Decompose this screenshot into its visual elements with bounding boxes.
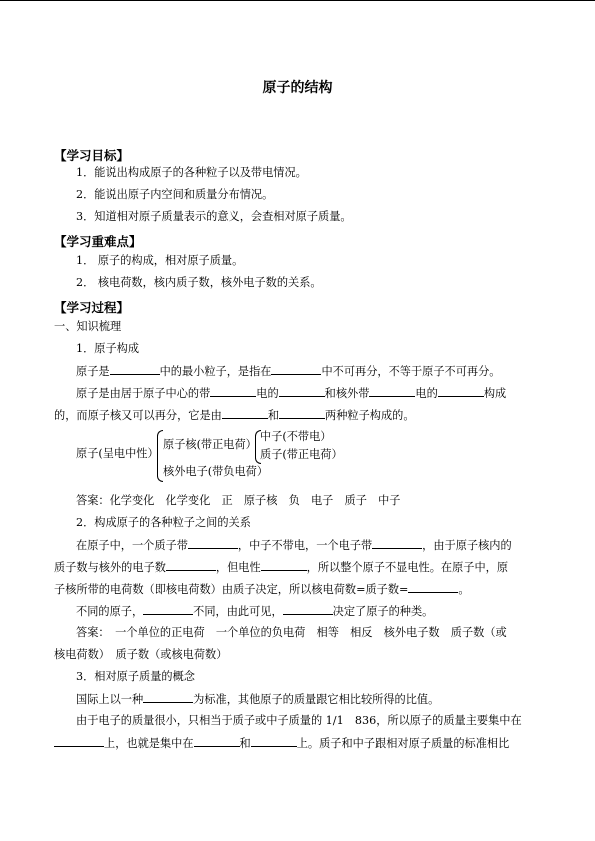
goal-item: 3．知道相对原子质量表示的意义，会查相对原子质量。 bbox=[76, 210, 352, 223]
subsection-heading: 2．构成原子的各种粒子之间的关系 bbox=[76, 516, 251, 529]
text-line bbox=[76, 692, 439, 707]
text-segment: 电的 bbox=[256, 387, 279, 400]
text-segment: 电的 bbox=[415, 387, 438, 400]
text-line: 由于电子的质量很小，只相当于质子或中子质量的 1/1 836，所以原子的质量主要集中在 bbox=[76, 714, 522, 727]
text-segment: 和 bbox=[267, 409, 280, 422]
key-point-item: 2． 核电荷数，核内质子数，核外电子数的关系。 bbox=[76, 276, 322, 289]
fill-blank[interactable] bbox=[372, 538, 422, 549]
top-rule bbox=[0, 0, 595, 1]
text-line bbox=[54, 408, 415, 423]
text-segment: 两种粒子构成的。 bbox=[325, 409, 415, 422]
fill-blank[interactable] bbox=[210, 386, 256, 397]
fill-blank[interactable] bbox=[279, 408, 325, 419]
text-segment: 和核外带 bbox=[324, 387, 370, 400]
fill-blank[interactable] bbox=[251, 736, 297, 747]
fill-blank[interactable] bbox=[271, 364, 321, 375]
text-line bbox=[76, 386, 506, 401]
text-line bbox=[54, 560, 508, 575]
text-segment: 上，也就是集中在 bbox=[104, 737, 194, 750]
subsection-heading: 1．原子构成 bbox=[76, 342, 140, 355]
text-line bbox=[76, 538, 512, 553]
text-segment: 和 bbox=[239, 737, 251, 750]
fill-blank[interactable] bbox=[261, 560, 307, 571]
answer-line: 答案： 一个单位的正电荷 一个单位的负电荷 相等 相反 核外电子数 质子数（或 bbox=[76, 626, 507, 639]
goal-item: 2．能说出原子内空间和质量分布情况。 bbox=[76, 188, 274, 201]
text-segment: ，由于原子核内的 bbox=[422, 539, 512, 552]
answer-line: 答案：化学变化 化学变化 正 原子核 负 电子 质子 中子 bbox=[76, 494, 401, 507]
section-heading-goals: 【学习目标】 bbox=[54, 148, 130, 163]
text-line bbox=[76, 364, 500, 379]
fill-blank[interactable] bbox=[438, 386, 484, 397]
subsection-heading: 3．相对原子质量的概念 bbox=[76, 670, 195, 683]
text-segment: 。 bbox=[458, 583, 470, 596]
text-segment: 中不可再分，不等于原子不可再分。 bbox=[321, 365, 501, 378]
fill-blank[interactable] bbox=[110, 364, 160, 375]
answer-line: 核电荷数） 质子数（或核电荷数） bbox=[54, 648, 228, 661]
fill-blank[interactable] bbox=[283, 604, 333, 615]
text-line bbox=[76, 604, 433, 619]
diagram-nucleus-label: 原子核(带正电荷） bbox=[163, 438, 257, 451]
text-segment: 构成 bbox=[483, 387, 507, 400]
fill-blank[interactable] bbox=[54, 736, 104, 747]
text-segment: 不同，由此可见， bbox=[193, 605, 283, 618]
fill-blank[interactable] bbox=[222, 408, 268, 419]
page-title: 原子的结构 bbox=[262, 80, 333, 96]
diagram-neutron-label: 中子(不带电） bbox=[260, 430, 332, 443]
key-point-item: 1． 原子的构成，相对原子质量。 bbox=[76, 254, 244, 267]
text-segment: 决定了原子的种类。 bbox=[332, 605, 434, 618]
fill-blank[interactable] bbox=[279, 386, 325, 397]
fill-blank[interactable] bbox=[143, 692, 193, 703]
text-segment: ，但电性 bbox=[215, 561, 261, 574]
text-line bbox=[54, 736, 509, 751]
text-segment: 国际上以一种 bbox=[76, 693, 144, 706]
fill-blank[interactable] bbox=[194, 736, 240, 747]
text-segment: 的，而原子核又可以再分，它是由 bbox=[54, 409, 222, 422]
fill-blank[interactable] bbox=[188, 538, 238, 549]
diagram-electron-label: 核外电子(带负电荷） bbox=[163, 465, 269, 478]
section-heading-process: 【学习过程】 bbox=[54, 300, 130, 315]
text-segment: ，所以整个原子不显电性。在原子中，原 bbox=[306, 561, 509, 574]
text-segment: 为标准，其他原子的质量跟它相比较所得的比值。 bbox=[193, 693, 440, 706]
fill-blank[interactable] bbox=[143, 604, 193, 615]
text-segment: 不同的原子， bbox=[76, 605, 144, 618]
text-segment: 中的最小粒子，是指在 bbox=[159, 365, 272, 378]
part-heading: 一、知识梳理 bbox=[54, 320, 122, 333]
diagram-proton-label: 质子(带正电荷） bbox=[260, 448, 343, 461]
section-heading-key-points: 【学习重难点】 bbox=[54, 234, 142, 249]
text-segment: 质子数与核外的电子数 bbox=[54, 561, 166, 574]
text-segment: 子核所带的电荷数（即核电荷数）由质子决定，所以核电荷数=质子数= bbox=[54, 583, 409, 596]
fill-blank[interactable] bbox=[408, 582, 458, 593]
goal-item: 1．能说出构成原子的各种粒子以及带电情况。 bbox=[76, 166, 307, 179]
text-segment: 在原子中，一个质子带 bbox=[76, 539, 188, 552]
text-segment: ，中子不带电，一个电子带 bbox=[237, 539, 373, 552]
fill-blank[interactable] bbox=[369, 386, 415, 397]
text-segment: 上。质子和中子跟相对原子质量的标准相比 bbox=[296, 737, 510, 750]
text-segment: 原子是 bbox=[76, 365, 110, 378]
fill-blank[interactable] bbox=[166, 560, 216, 571]
diagram-atom-label: 原子(呈电中性） bbox=[76, 447, 159, 460]
text-segment: 原子是由居于原子中心的带 bbox=[76, 387, 211, 400]
text-line bbox=[54, 582, 470, 597]
